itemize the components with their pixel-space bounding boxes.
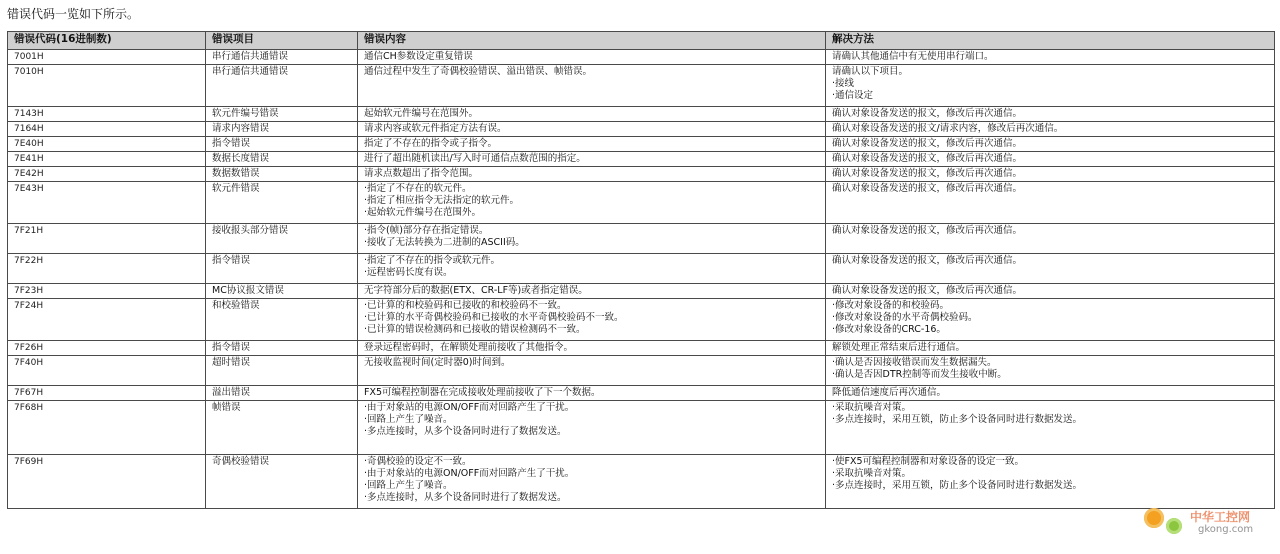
error-content-line: 起始软元件编号在范围外。 [364, 108, 479, 119]
error-item-cell: 串行通信共通错误 [206, 65, 358, 107]
error-content-cell [358, 341, 826, 356]
table-row [8, 107, 1275, 122]
error-item-cell: 指令错误 [206, 254, 358, 284]
solution-cell [826, 122, 1275, 137]
error-content-line: 通信过程中发生了奇偶校验错误、溢出错误、帧错误。 [364, 66, 593, 77]
error-code-cell: 7E40H [8, 137, 206, 152]
error-content-cell [358, 401, 826, 455]
table-row [8, 254, 1275, 284]
table-row [8, 50, 1275, 65]
error-item-cell: 帧错误 [206, 401, 358, 455]
table-row [8, 284, 1275, 299]
table-row [8, 224, 1275, 254]
error-content-line: ·远程密码长度有误。 [364, 267, 453, 278]
solution-cell [826, 401, 1275, 455]
table-row [8, 152, 1275, 167]
error-content-cell [358, 299, 826, 341]
error-content-line: FX5可编程控制器在完成接收处理前接收了下一个数据。 [364, 387, 601, 398]
solution-cell [826, 299, 1275, 341]
solution-line: 确认对象设备发送的报文，修改后再次通信。 [832, 168, 1023, 179]
table-row [8, 122, 1275, 137]
table-row [8, 299, 1275, 341]
solution-line: ·确认是否因DTR控制等而发生接收中断。 [832, 369, 1007, 380]
error-content-cell [358, 107, 826, 122]
error-content-cell [358, 167, 826, 182]
error-code-cell: 7F22H [8, 254, 206, 284]
table-row [8, 167, 1275, 182]
error-content-line: ·回路上产生了噪音。 [364, 414, 453, 425]
header-error-code: 错误代码(16进制数) [8, 32, 206, 50]
table-row [8, 455, 1275, 509]
solution-line: 降低通信速度后再次通信。 [832, 387, 947, 398]
error-content-line: ·回路上产生了噪音。 [364, 480, 453, 491]
error-code-cell: 7E42H [8, 167, 206, 182]
error-item-cell: 奇偶校验错误 [206, 455, 358, 509]
solution-line: 确认对象设备发送的报文，修改后再次通信。 [832, 138, 1023, 149]
solution-cell [826, 137, 1275, 152]
error-item-cell: 指令错误 [206, 137, 358, 152]
error-code-cell: 7E43H [8, 182, 206, 224]
error-content-line: ·指定了不存在的指令或软元件。 [364, 255, 501, 266]
solution-line: 确认对象设备发送的报文，修改后再次通信。 [832, 108, 1023, 119]
solution-cell [826, 356, 1275, 386]
error-code-cell: 7F40H [8, 356, 206, 386]
solution-line: 确认对象设备发送的报文，修改后再次通信。 [832, 153, 1023, 164]
solution-line: ·多点连接时，采用互锁，防止多个设备同时进行数据发送。 [832, 414, 1083, 425]
error-item-cell: 数据长度错误 [206, 152, 358, 167]
error-content-line: 登录远程密码时，在解锁处理前接收了其他指令。 [364, 342, 574, 353]
table-row [8, 401, 1275, 455]
error-content-cell [358, 137, 826, 152]
solution-line: 解锁处理正常结束后进行通信。 [832, 342, 966, 353]
error-content-cell [358, 356, 826, 386]
error-content-line: 无字符部分后的数据(ETX、CR-LF等)或者指定错误。 [364, 285, 588, 296]
error-item-cell: 超时错误 [206, 356, 358, 386]
error-content-line: 通信CH参数设定重复错误 [364, 51, 473, 62]
solution-line: ·修改对象设备的和校验码。 [832, 300, 950, 311]
error-content-line: 请求点数超出了指令范围。 [364, 168, 479, 179]
error-code-cell: 7143H [8, 107, 206, 122]
table-row [8, 65, 1275, 107]
solution-cell [826, 284, 1275, 299]
error-item-cell: 接收报头部分错误 [206, 224, 358, 254]
solution-line: ·修改对象设备的CRC-16。 [832, 324, 946, 335]
watermark-url: gkong.com [1198, 524, 1254, 535]
error-content-cell [358, 386, 826, 401]
solution-cell [826, 224, 1275, 254]
error-content-line: ·已计算的和校验码和已接收的和校验码不一致。 [364, 300, 567, 311]
solution-line: ·修改对象设备的水平奇偶校验码。 [832, 312, 978, 323]
header-error-content: 错误内容 [358, 32, 826, 50]
error-content-line: ·奇偶校验的设定不一致。 [364, 456, 472, 467]
solution-cell [826, 167, 1275, 182]
solution-cell [826, 65, 1275, 107]
watermark-logo [1140, 498, 1270, 542]
gear-icon [1166, 518, 1182, 534]
error-content-line: ·指定了相应指令无法指定的软元件。 [364, 195, 520, 206]
error-content-line: ·起始软元件编号在范围外。 [364, 207, 482, 218]
error-content-line: ·已计算的错误检测码和已接收的错误检测码不一致。 [364, 324, 586, 335]
intro-text: 错误代码一览如下所示。 [7, 7, 140, 21]
error-content-line: ·由于对象站的电源ON/OFF而对回路产生了干扰。 [364, 468, 575, 479]
solution-line: ·接线 [832, 78, 855, 89]
error-item-cell: 软元件错误 [206, 182, 358, 224]
header-solution: 解决方法 [826, 32, 1275, 50]
error-item-cell: 和校验错误 [206, 299, 358, 341]
error-content-line: ·多点连接时，从多个设备同时进行了数据发送。 [364, 492, 567, 503]
table-row [8, 137, 1275, 152]
error-content-line: ·指定了不存在的软元件。 [364, 183, 472, 194]
error-item-cell: 串行通信共通错误 [206, 50, 358, 65]
solution-cell [826, 386, 1275, 401]
error-code-cell: 7001H [8, 50, 206, 65]
error-code-cell: 7E41H [8, 152, 206, 167]
error-item-cell: 指令错误 [206, 341, 358, 356]
error-code-cell: 7F26H [8, 341, 206, 356]
error-content-cell [358, 254, 826, 284]
error-content-line: 指定了不存在的指令或子指令。 [364, 138, 498, 149]
error-code-cell: 7164H [8, 122, 206, 137]
error-code-cell: 7F69H [8, 455, 206, 509]
error-code-cell: 7010H [8, 65, 206, 107]
error-content-cell [358, 284, 826, 299]
error-content-cell [358, 122, 826, 137]
solution-line: ·确认是否因接收错误而发生数据漏失。 [832, 357, 997, 368]
solution-line: 确认对象设备发送的报文，修改后再次通信。 [832, 225, 1023, 236]
solution-line: 确认对象设备发送的报文，修改后再次通信。 [832, 183, 1023, 194]
error-content-cell [358, 455, 826, 509]
error-content-cell [358, 224, 826, 254]
table-body [8, 50, 1275, 509]
solution-cell [826, 50, 1275, 65]
solution-line: ·采取抗噪音对策。 [832, 402, 912, 413]
error-item-cell: 请求内容错误 [206, 122, 358, 137]
solution-line: 确认对象设备发送的报文，修改后再次通信。 [832, 285, 1023, 296]
error-content-line: ·已计算的水平奇偶校验码和已接收的水平奇偶校验码不一致。 [364, 312, 624, 323]
error-code-cell: 7F21H [8, 224, 206, 254]
table-row [8, 356, 1275, 386]
error-code-cell: 7F24H [8, 299, 206, 341]
error-code-cell: 7F67H [8, 386, 206, 401]
error-content-line: 无接收监视时间(定时器0)时间到。 [364, 357, 511, 368]
solution-cell [826, 107, 1275, 122]
solution-line: 请确认其他通信中有无使用串行端口。 [832, 51, 994, 62]
error-content-line: ·接收了无法转换为二进制的ASCII码。 [364, 237, 525, 248]
error-code-cell: 7F68H [8, 401, 206, 455]
error-content-line: ·由于对象站的电源ON/OFF而对回路产生了干扰。 [364, 402, 575, 413]
solution-line: ·使FX5可编程控制器和对象设备的设定一致。 [832, 456, 1025, 467]
solution-line: 确认对象设备发送的报文/请求内容，修改后再次通信。 [832, 123, 1064, 134]
watermark-brand: 中华工控网 [1190, 510, 1251, 524]
error-item-cell: 溢出错误 [206, 386, 358, 401]
error-item-cell: 数据数错误 [206, 167, 358, 182]
solution-line: 请确认以下项目。 [832, 66, 909, 77]
error-content-cell [358, 182, 826, 224]
table-header-row [8, 32, 1275, 50]
solution-line: 确认对象设备发送的报文，修改后再次通信。 [832, 255, 1023, 266]
header-error-item: 错误项目 [206, 32, 358, 50]
table-row [8, 386, 1275, 401]
error-content-line: 请求内容或软元件指定方法有误。 [364, 123, 507, 134]
error-code-table [7, 31, 1275, 509]
solution-cell [826, 254, 1275, 284]
gear-icon [1144, 508, 1164, 528]
solution-cell [826, 182, 1275, 224]
table-row [8, 341, 1275, 356]
error-content-line: 进行了超出随机读出/写入时可通信点数范围的指定。 [364, 153, 586, 164]
error-content-cell [358, 65, 826, 107]
error-content-cell [358, 152, 826, 167]
error-code-cell: 7F23H [8, 284, 206, 299]
table-row [8, 182, 1275, 224]
solution-line: ·通信设定 [832, 90, 874, 101]
error-item-cell: MC协议报文错误 [206, 284, 358, 299]
solution-cell [826, 152, 1275, 167]
solution-line: ·多点连接时，采用互锁，防止多个设备同时进行数据发送。 [832, 480, 1083, 491]
solution-cell [826, 341, 1275, 356]
error-content-line: ·指令(帧)部分存在指定错误。 [364, 225, 489, 236]
solution-line: ·采取抗噪音对策。 [832, 468, 912, 479]
error-item-cell: 软元件编号错误 [206, 107, 358, 122]
error-content-cell [358, 50, 826, 65]
error-content-line: ·多点连接时，从多个设备同时进行了数据发送。 [364, 426, 567, 437]
